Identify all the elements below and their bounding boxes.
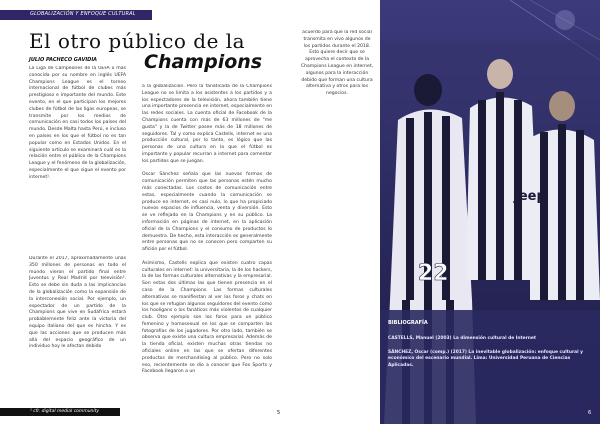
article-title-line1: El otro público de la: [29, 29, 246, 53]
paragraph: a la globalización. Pero la fanaticada de la Champions League no se limita a los asistentes a los partidos y a los espectadores de la televisión, ahora también tiene una importante presencia en internet, especialmente en las redes sociales. La cuenta oficial de Facebook de la Champions cuenta con más de 63 millones de "me gusta" y la de Twitter posee más de 18 millones de seguidores. Tal y como explica Castells, internet es una producción cultural, por lo tanto, es lógico que las personas de una cultura en la que el fútbol es importante y popular recurran a internet para comentar los partidos que se juegan.: [142, 84, 272, 164]
column-a: [29, 66, 126, 231]
bibliography: [388, 320, 588, 377]
article-title-line2: Champions: [144, 51, 263, 73]
column-b: [142, 84, 272, 414]
right-page: [300, 0, 600, 424]
bibliography-item: SÁNCHEZ, Oscar (comp.) (2017) La inevitable globalización: enfoque cultural y económico del escenario mundial. Lima: Universidad Peruana de Ciencias Aplicadas.: [388, 350, 584, 368]
page-number-right: 6: [588, 410, 592, 416]
jersey-sponsor: Jeep: [514, 189, 546, 204]
bibliography-item: CASTELLS, Manuel (2003) La dimensión cultural de Internet: [388, 336, 536, 341]
jersey-number: 22: [418, 261, 449, 286]
column-c: acuerdo para que la red social transmita en vivo algunos de los partidos durante el 2018. Esto quiere decir que se aprovecha el contexto de la Champions League en internet, algunos para la interacción debido que forman una cultura alternativa y otros para los negocios.: [300, 30, 374, 97]
bibliography-title: BIBLIOGRAFÍA: [388, 320, 428, 326]
football-players-photo: [380, 0, 600, 424]
paragraph: La Liga de Campeones de la UEFA o más conocida por su nombre en inglés UEFA Champions League es el torneo internacional de fútbol de clubes más prestigioso e importante del mundo. Este evento, en el que participan los mejores clubes de fútbol de las ligas europeas, se transmite por los medios de comunicación en casi todos los países del mundo. Desde Malta hasta Perú, e incluso en países en los que el fútbol no es tan popular como en Estados Unidos. En el siguiente artículo se examinará cuál es la relación entre el público de la Champions League y el fenómeno de la globalización, especialmente el que sigue el evento por internet¹.: [29, 66, 126, 180]
paragraph: Durante el 2017, aproximadamente unas 350 millones de personas en todo el mundo vieron el partido final entre Juventus y Real Madrid por televisión². Esto se debe sin duda a las implicancias de la globalización como la expansión de la interconexión social. Por ejemplo, un espectador de un partido de la Champions que vive en Sudáfrica estará probablemente feliz ante la victoria del equipo italiano del que es hincha. Y es que las acciones que se producen más allá del espacio geográfico de un individuo hoy le afectan debido: [29, 256, 126, 350]
article-author: JULIO PACHECO GAVIDIA: [29, 57, 98, 63]
footnote: ¹ cfr. digital medial community: [30, 409, 100, 414]
page-number-left: 5: [277, 410, 281, 416]
paragraph: Asimismo, Castells explica que existen cuatro capas culturales en internet: la universitaria, la de los hackers, la de las formas culturales alternativas y la empresarial. Son estas dos últimas las que tienen presencia en el caso de la Champions. Las formas culturales alternativas se manifiestan al ver los foros y chats en los que se refugian algunos seguidores del evento como los hooligans o los fanáticos más violentos de cualquier club. Otro ejemplo son los foros para un público femenino y homosexual en los que se comparten las fotografías de los jugadores. Por otro lado, también se observa que existe una cultura empresarial. Además de la tienda oficial, existen muchas otras tiendas no oficiales online en las que se ofertan diferentes productos de merchandising al público. Pero no solo eso, recientemente se dio a conocer que Fox Sports y Facebook llegaron a un: [142, 260, 272, 375]
section-header: GLOBALIZACIÓN Y ENFOQUE CULTURAL: [30, 11, 136, 17]
paragraph: Oscar Sánchez señala que las nuevas formas de comunicación permiten que las personas estén mucho más conectadas. Los costos de comunicación entre estas, especialmente cuando la comunicación se produce en internet, es casi nulo, lo que ha propiciado nuevos espacios de influencia, venta y diversión. Esto se ve reflejado en la Champions y en su público. La información en páginas de internet, en la aplicación oficial de la Champions y el consumo de productos lo demuestra. De hecho, esta interacción es generalmente entre personas que no se conocen pero comparten su afición por el fútbol.: [142, 172, 272, 253]
column-a-bottom: [29, 256, 126, 416]
